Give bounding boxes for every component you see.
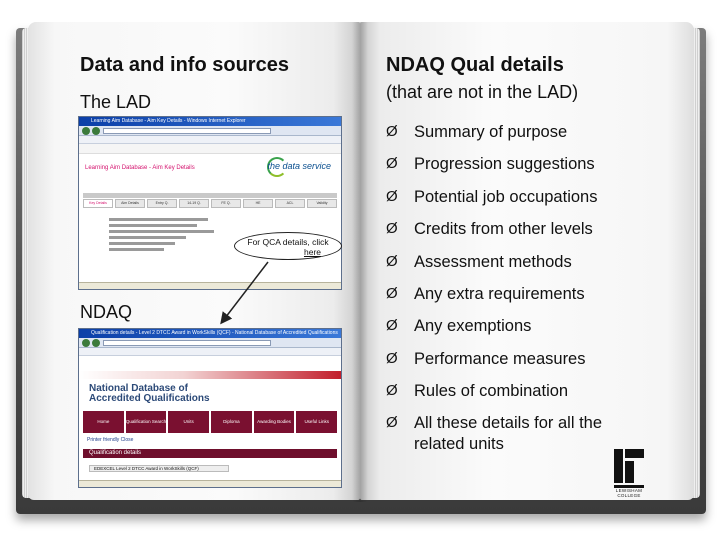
- ndaq-site-title: [89, 384, 210, 404]
- lad-tab: Validity: [307, 199, 337, 208]
- ndaq-nav-item[interactable]: Diploma Qualifications: [211, 411, 252, 433]
- arrow-bullet-icon: Ø: [386, 350, 398, 367]
- callout-here-link[interactable]: here: [303, 247, 321, 257]
- ndaq-nav-item[interactable]: Useful Links: [296, 411, 337, 433]
- lad-tab: Aim Details: [115, 199, 145, 208]
- lad-tab: FE Q.: [211, 199, 241, 208]
- left-page-title: Data and info sources: [80, 54, 289, 76]
- ndaq-screenshot[interactable]: [78, 328, 342, 488]
- lad-window-title: Learning Aim Database - Aim Key Details - Windows Internet Explorer: [79, 117, 341, 126]
- list-item: Ø Summary of purpose: [386, 123, 568, 141]
- ndaq-window-title: Qualification details - Level 2 DTCC Award in WorkSkills (QCF) - National Database of Accredited Qualifications: [79, 329, 341, 338]
- ndaq-nav-item[interactable]: Awarding Bodies: [254, 411, 295, 433]
- arrow-bullet-icon: Ø: [386, 155, 398, 172]
- logo-text: LEWISHAM COLLEGE: [615, 488, 643, 498]
- ndaq-site-title-line1: National Database of: [89, 383, 188, 394]
- list-item: Ø Credits from other levels: [386, 220, 593, 238]
- list-item: Ø Progression suggestions: [386, 155, 595, 173]
- ndaq-toolbar: [79, 348, 341, 356]
- ndaq-site-title-line2: Accredited Qualifications: [89, 393, 210, 404]
- arrow-bullet-icon: Ø: [386, 382, 398, 399]
- list-item: Ø Performance measures: [386, 350, 586, 368]
- ndaq-banner-stripe: [79, 371, 341, 379]
- lad-tab: ACL: [275, 199, 305, 208]
- ndaq-section-header: Qualification details: [83, 449, 337, 458]
- forward-icon: [92, 339, 100, 347]
- list-item: Ø All these details for all the related units: [386, 414, 603, 453]
- lad-tab: Entry Q.: [147, 199, 177, 208]
- arrow-bullet-icon: Ø: [386, 123, 398, 140]
- ndaq-url-field: [103, 340, 271, 346]
- ndaq-nav-item[interactable]: Home: [83, 411, 124, 433]
- list-item: Ø Assessment methods: [386, 253, 572, 271]
- right-page-title: NDAQ Qual details: [386, 54, 564, 76]
- list-item: Ø Any extra requirements: [386, 285, 585, 303]
- ndaq-qualification-select[interactable]: EDEXCEL Level 2 DTCC Award in WorkSkills (QCF): [89, 465, 229, 472]
- arrow-bullet-icon: Ø: [386, 317, 398, 334]
- ndaq-status-bar: [79, 480, 341, 487]
- arrow-bullet-icon: Ø: [386, 285, 398, 302]
- lad-heading: The LAD: [80, 92, 152, 112]
- arrow-bullet-icon: Ø: [386, 220, 398, 237]
- list-item: Ø Potential job occupations: [386, 188, 598, 206]
- lad-brand: Learning Aim Database - Aim Key Details: [85, 165, 195, 171]
- ndaq-heading: NDAQ: [80, 302, 133, 322]
- data-service-text: the data service: [267, 161, 331, 171]
- list-item: Ø Any exemptions: [386, 317, 532, 335]
- ndaq-nav-item[interactable]: Units: [168, 411, 209, 433]
- arrow-bullet-icon: Ø: [386, 188, 398, 205]
- back-icon: [82, 339, 90, 347]
- pointer-arrow: [222, 262, 268, 322]
- lad-tab: Key Details: [83, 199, 113, 208]
- lad-tab: HE: [243, 199, 273, 208]
- arrow-bullet-icon: Ø: [386, 414, 398, 431]
- ndaq-address-bar: [79, 338, 341, 348]
- arrow-bullet-icon: Ø: [386, 253, 398, 270]
- list-item: Ø Rules of combination: [386, 382, 569, 400]
- right-page-subtitle: (that are not in the LAD): [386, 82, 579, 102]
- ndaq-links[interactable]: Printer friendly Close: [87, 437, 134, 443]
- ndaq-nav-item[interactable]: Qualification Search: [126, 411, 167, 433]
- lad-tab: 14-19 Q.: [179, 199, 209, 208]
- callout-text: For QCA details, click: [247, 237, 329, 247]
